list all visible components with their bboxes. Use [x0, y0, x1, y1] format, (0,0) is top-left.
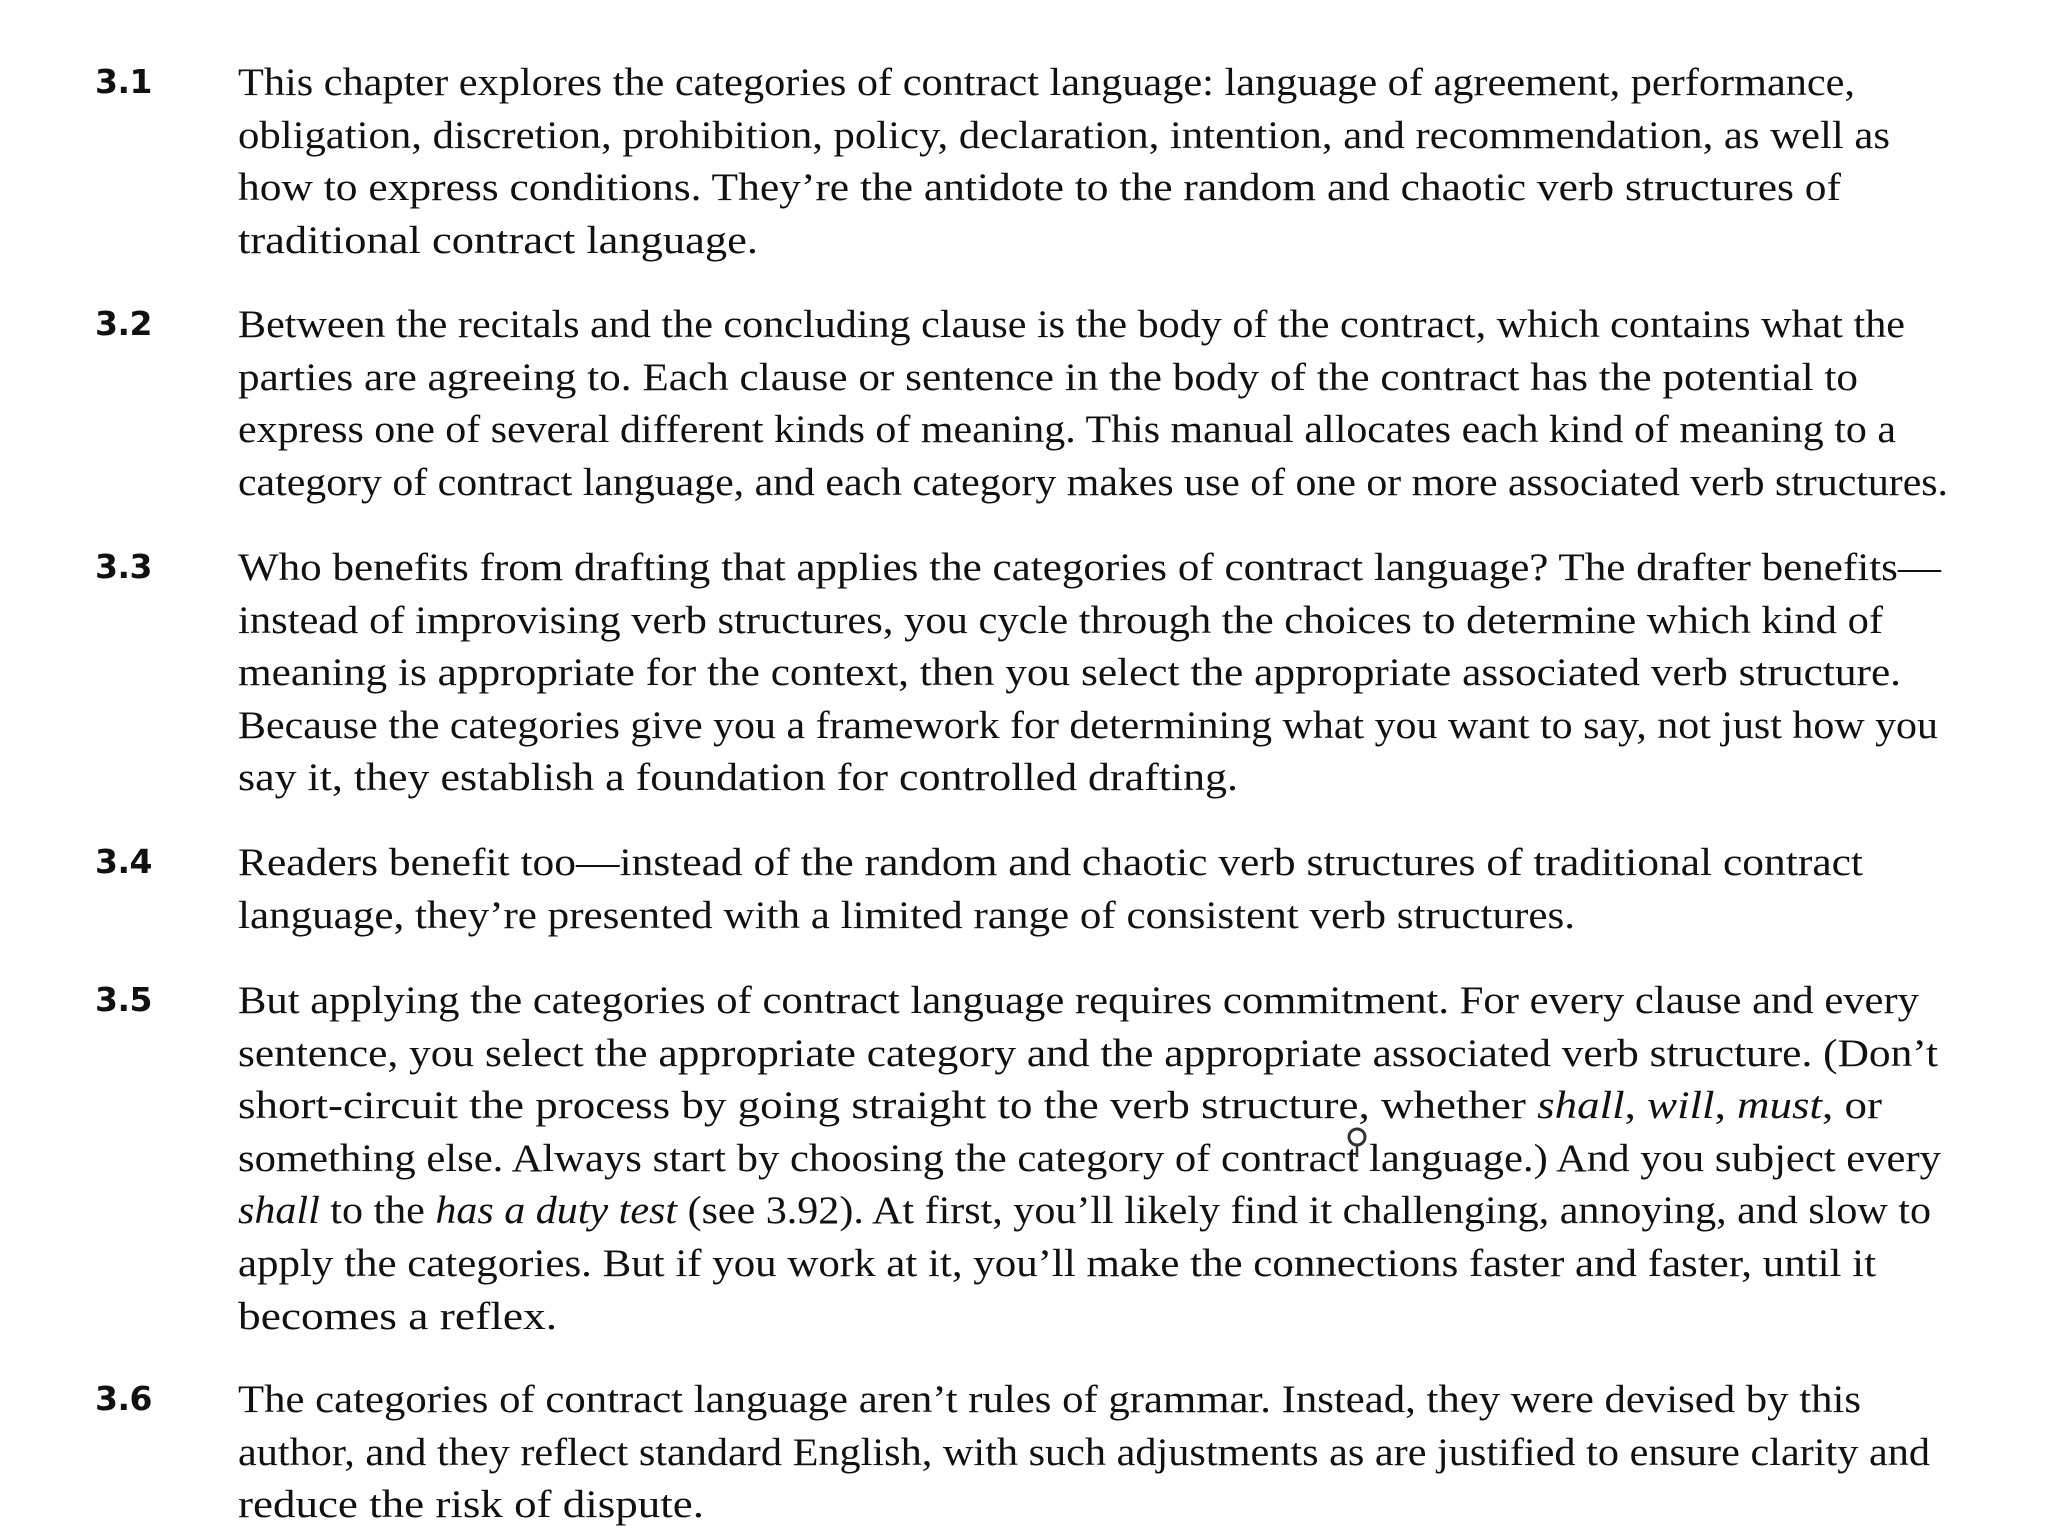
text-run: to the	[319, 1188, 436, 1233]
paragraph-number: 3.5	[95, 980, 152, 1019]
text-run: ,	[1624, 1083, 1648, 1128]
italic-term: shall	[1537, 1083, 1625, 1128]
paragraph-text	[238, 1373, 1998, 1531]
text-line	[238, 1027, 1998, 1080]
text-line	[238, 1290, 1998, 1343]
text-line	[238, 1237, 1998, 1290]
text-run: Who benefits from drafting that applies the categories of contract language? The drafter benefits—	[238, 545, 1942, 589]
text-run: (see 3.92). At first, you’ll likely find it challenging, annoying, and slow to	[677, 1188, 1931, 1233]
text-line	[238, 1132, 1998, 1185]
text-run: short-circuit the process by going straight to the verb structure, whether	[238, 1083, 1538, 1128]
text-run: ,	[1714, 1083, 1738, 1128]
text-run: meaning is appropriate for the context, then you select the appropriate associated verb structure.	[238, 650, 1902, 695]
text-line	[238, 214, 1998, 267]
paragraph-text	[238, 56, 1998, 266]
text-line	[238, 1079, 1998, 1132]
text-line	[238, 403, 1998, 456]
paragraph-number: 3.6	[95, 1379, 152, 1418]
text-line	[238, 1184, 1998, 1237]
text-line	[238, 836, 1998, 889]
text-run: But applying the categories of contract language requires commitment. For every clause and every	[238, 978, 1919, 1022]
text-line	[238, 889, 1998, 942]
text-run: Because the categories give you a framework for determining what you want to say, not just how you	[238, 702, 1939, 747]
paragraph-text	[238, 298, 1998, 508]
text-run: obligation, discretion, prohibition, policy, declaration, intention, and recommendation, as well as	[238, 112, 1890, 157]
text-line	[238, 56, 1998, 109]
italic-term: has a duty test	[435, 1188, 678, 1233]
text-line	[238, 456, 1998, 509]
text-line	[238, 1426, 1998, 1479]
text-run: language, they’re presented with a limited range of consistent verb structures.	[238, 892, 1575, 937]
text-run: becomes a reflex.	[238, 1293, 558, 1338]
text-run: parties are agreeing to. Each clause or sentence in the body of the contract has the potential to	[238, 354, 1858, 399]
paragraph-text	[238, 836, 1998, 941]
text-run: apply the categories. But if you work at it, you’ll make the connections faster and faster, until it	[238, 1240, 1876, 1285]
text-line	[238, 541, 1998, 594]
text-run: category of contract language, and each category makes use of one or more associated verb structures.	[238, 459, 1949, 504]
text-line	[238, 974, 1998, 1027]
text-run: Readers benefit too—instead of the random and chaotic verb structures of traditional contract	[238, 840, 1863, 884]
text-run: This chapter explores the categories of contract language: language of agreement, performance,	[238, 60, 1855, 104]
text-run: how to express conditions. They’re the antidote to the random and chaotic verb structures of	[238, 165, 1841, 210]
text-run: reduce the risk of dispute.	[238, 1482, 704, 1527]
text-line	[238, 109, 1998, 162]
text-run: The categories of contract language aren’t rules of grammar. Instead, they were devised by this	[238, 1377, 1862, 1421]
paragraph-number: 3.1	[95, 62, 152, 101]
text-run: something else. Always start by choosing the category of contract language.) And you subject every	[238, 1135, 1941, 1180]
paragraph-number: 3.3	[95, 547, 152, 586]
paragraph-number: 3.4	[95, 842, 152, 881]
text-line	[238, 699, 1998, 752]
text-run: author, and they reflect standard English, with such adjustments as are justified to ensure clarity and	[238, 1429, 1930, 1474]
text-line	[238, 1373, 1998, 1426]
text-run: instead of improvising verb structures, you cycle through the choices to determine which kind of	[238, 597, 1883, 642]
text-line	[238, 1478, 1998, 1531]
text-line	[238, 751, 1998, 804]
text-line	[238, 646, 1998, 699]
text-run: Between the recitals and the concluding clause is the body of the contract, which contains what the	[238, 302, 1905, 346]
italic-term: shall	[238, 1188, 320, 1233]
italic-term: will	[1647, 1083, 1715, 1128]
text-line	[238, 351, 1998, 404]
paragraph-number: 3.2	[95, 304, 152, 343]
text-run: express one of several different kinds of meaning. This manual allocates each kind of meaning to a	[238, 407, 1896, 452]
text-line	[238, 298, 1998, 351]
paragraph-text	[238, 974, 1998, 1342]
text-run: say it, they establish a foundation for controlled drafting.	[238, 755, 1238, 800]
text-run: , or	[1822, 1083, 1882, 1128]
text-run: sentence, you select the appropriate category and the appropriate associated verb structure. (Don’t	[238, 1030, 1939, 1075]
text-run: traditional contract language.	[238, 217, 758, 262]
text-line	[238, 161, 1998, 214]
text-line	[238, 594, 1998, 647]
paragraph-text	[238, 541, 1998, 804]
italic-term: must	[1737, 1083, 1823, 1128]
